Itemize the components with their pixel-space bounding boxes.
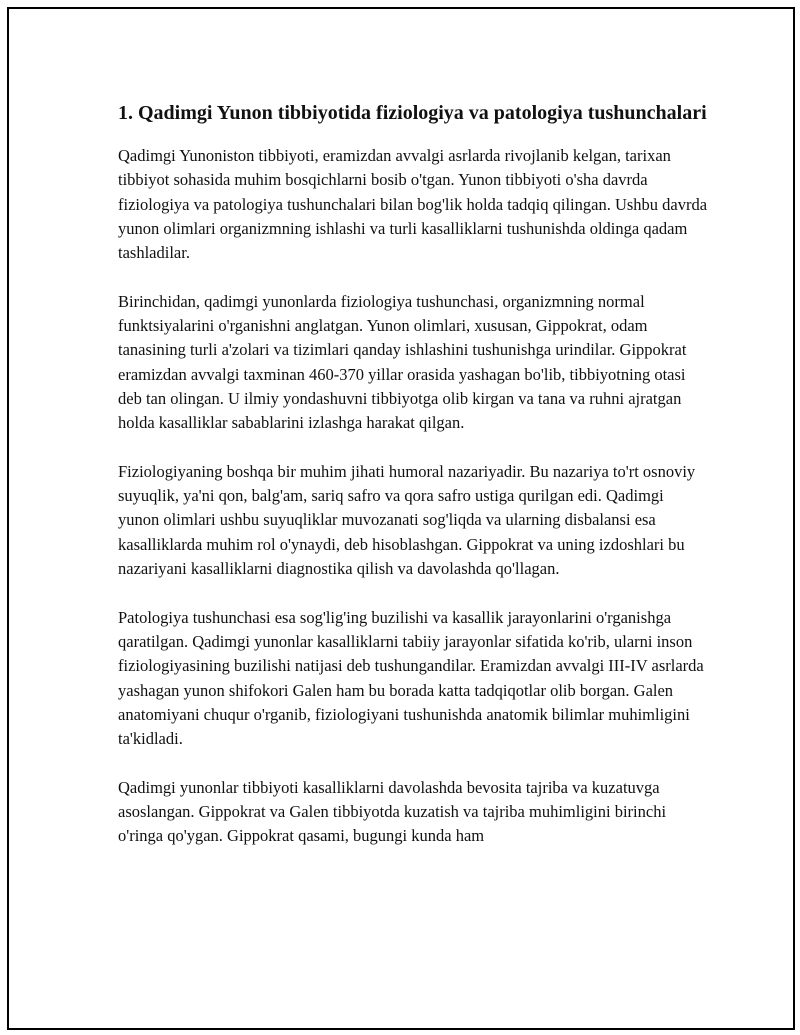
paragraph: Fiziologiyaning boshqa bir muhim jihati humoral nazariyadir. Bu nazariya to'rt osnoviy suyuqlik, ya'ni qon, balg'am, sariq safro va qora safro ustiga qurilgan edi. Qadimgi yunon olimlari ushbu suyuqliklar muvozanati sog'liqda va ularning disbalansi esa kasalliklarda muhim rol o'ynaydi, deb hisoblashgan. Gippokrat va uning izdoshlari bu nazariyani kasalliklarni diagnostika qilish va davolashda qo'llagan.: [118, 461, 696, 579]
document-page: [7, 7, 795, 1030]
paragraph: Patologiya tushunchasi esa sog'lig'ing buzilishi va kasallik jarayonlarini o'rganishga qaratilgan. Qadimgi yunonlar kasalliklarni tabiiy jarayonlar sifatida ko'rib, ularni inson fiziologiyasining buzilishi natijasi deb tushungandilar. Eramizdan avvalgi III-IV asrlarda yashagan yunon shifokori Galen ham bu borada katta tadqiqotlar olib borgan. Galen anatomiyani chuqur o'rganib, fiziologiyani tushunishda anatomik bilimlar muhimligini ta'kidladi.: [118, 607, 704, 749]
document-body: [118, 99, 708, 873]
paragraph: Birinchidan, qadimgi yunonlarda fiziologiya tushunchasi, organizmning normal funktsiyalarini o'rganishni anglatgan. Yunon olimlari, xususan, Gippokrat, odam tanasining turli a'zolari va tizimlari qanday ishlashini tushunishga urindilar. Gippokrat eramizdan avvalgi taxminan 460-370 yillar orasida yashagan bo'lib, tibbiyotning otasi deb tan olingan. U ilmiy yondashuvni tibbiyotga olib kirgan va tana va ruhni ajratgan holda kasalliklar sabablarini izlashga harakat qilgan.: [118, 291, 687, 433]
section-title: 1. Qadimgi Yunon tibbiyotida fiziologiya va patologiya tushunchalari: [118, 102, 707, 124]
paragraph: Qadimgi yunonlar tibbiyoti kasalliklarni davolashda bevosita tajriba va kuzatuvga asoslangan. Gippokrat va Galen tibbiyotda kuzatish va tajriba muhimligini birinchi o'ringa qo'ygan. Gippokrat qasami, bugungi kunda ham: [118, 777, 667, 846]
paragraph: Qadimgi Yunoniston tibbiyoti, eramizdan avvalgi asrlarda rivojlanib kelgan, tarixan tibbiyot sohasida muhim bosqichlarni bosib o'tgan. Yunon tibbiyoti o'sha davrda fiziologiya va patologiya tushunchalari bilan bog'lik holda tadqiq qilingan. Ushbu davrda yunon olimlari organizmning ishlashi va turli kasalliklarni tushunishda oldinga qadam tashladilar.: [118, 146, 708, 263]
